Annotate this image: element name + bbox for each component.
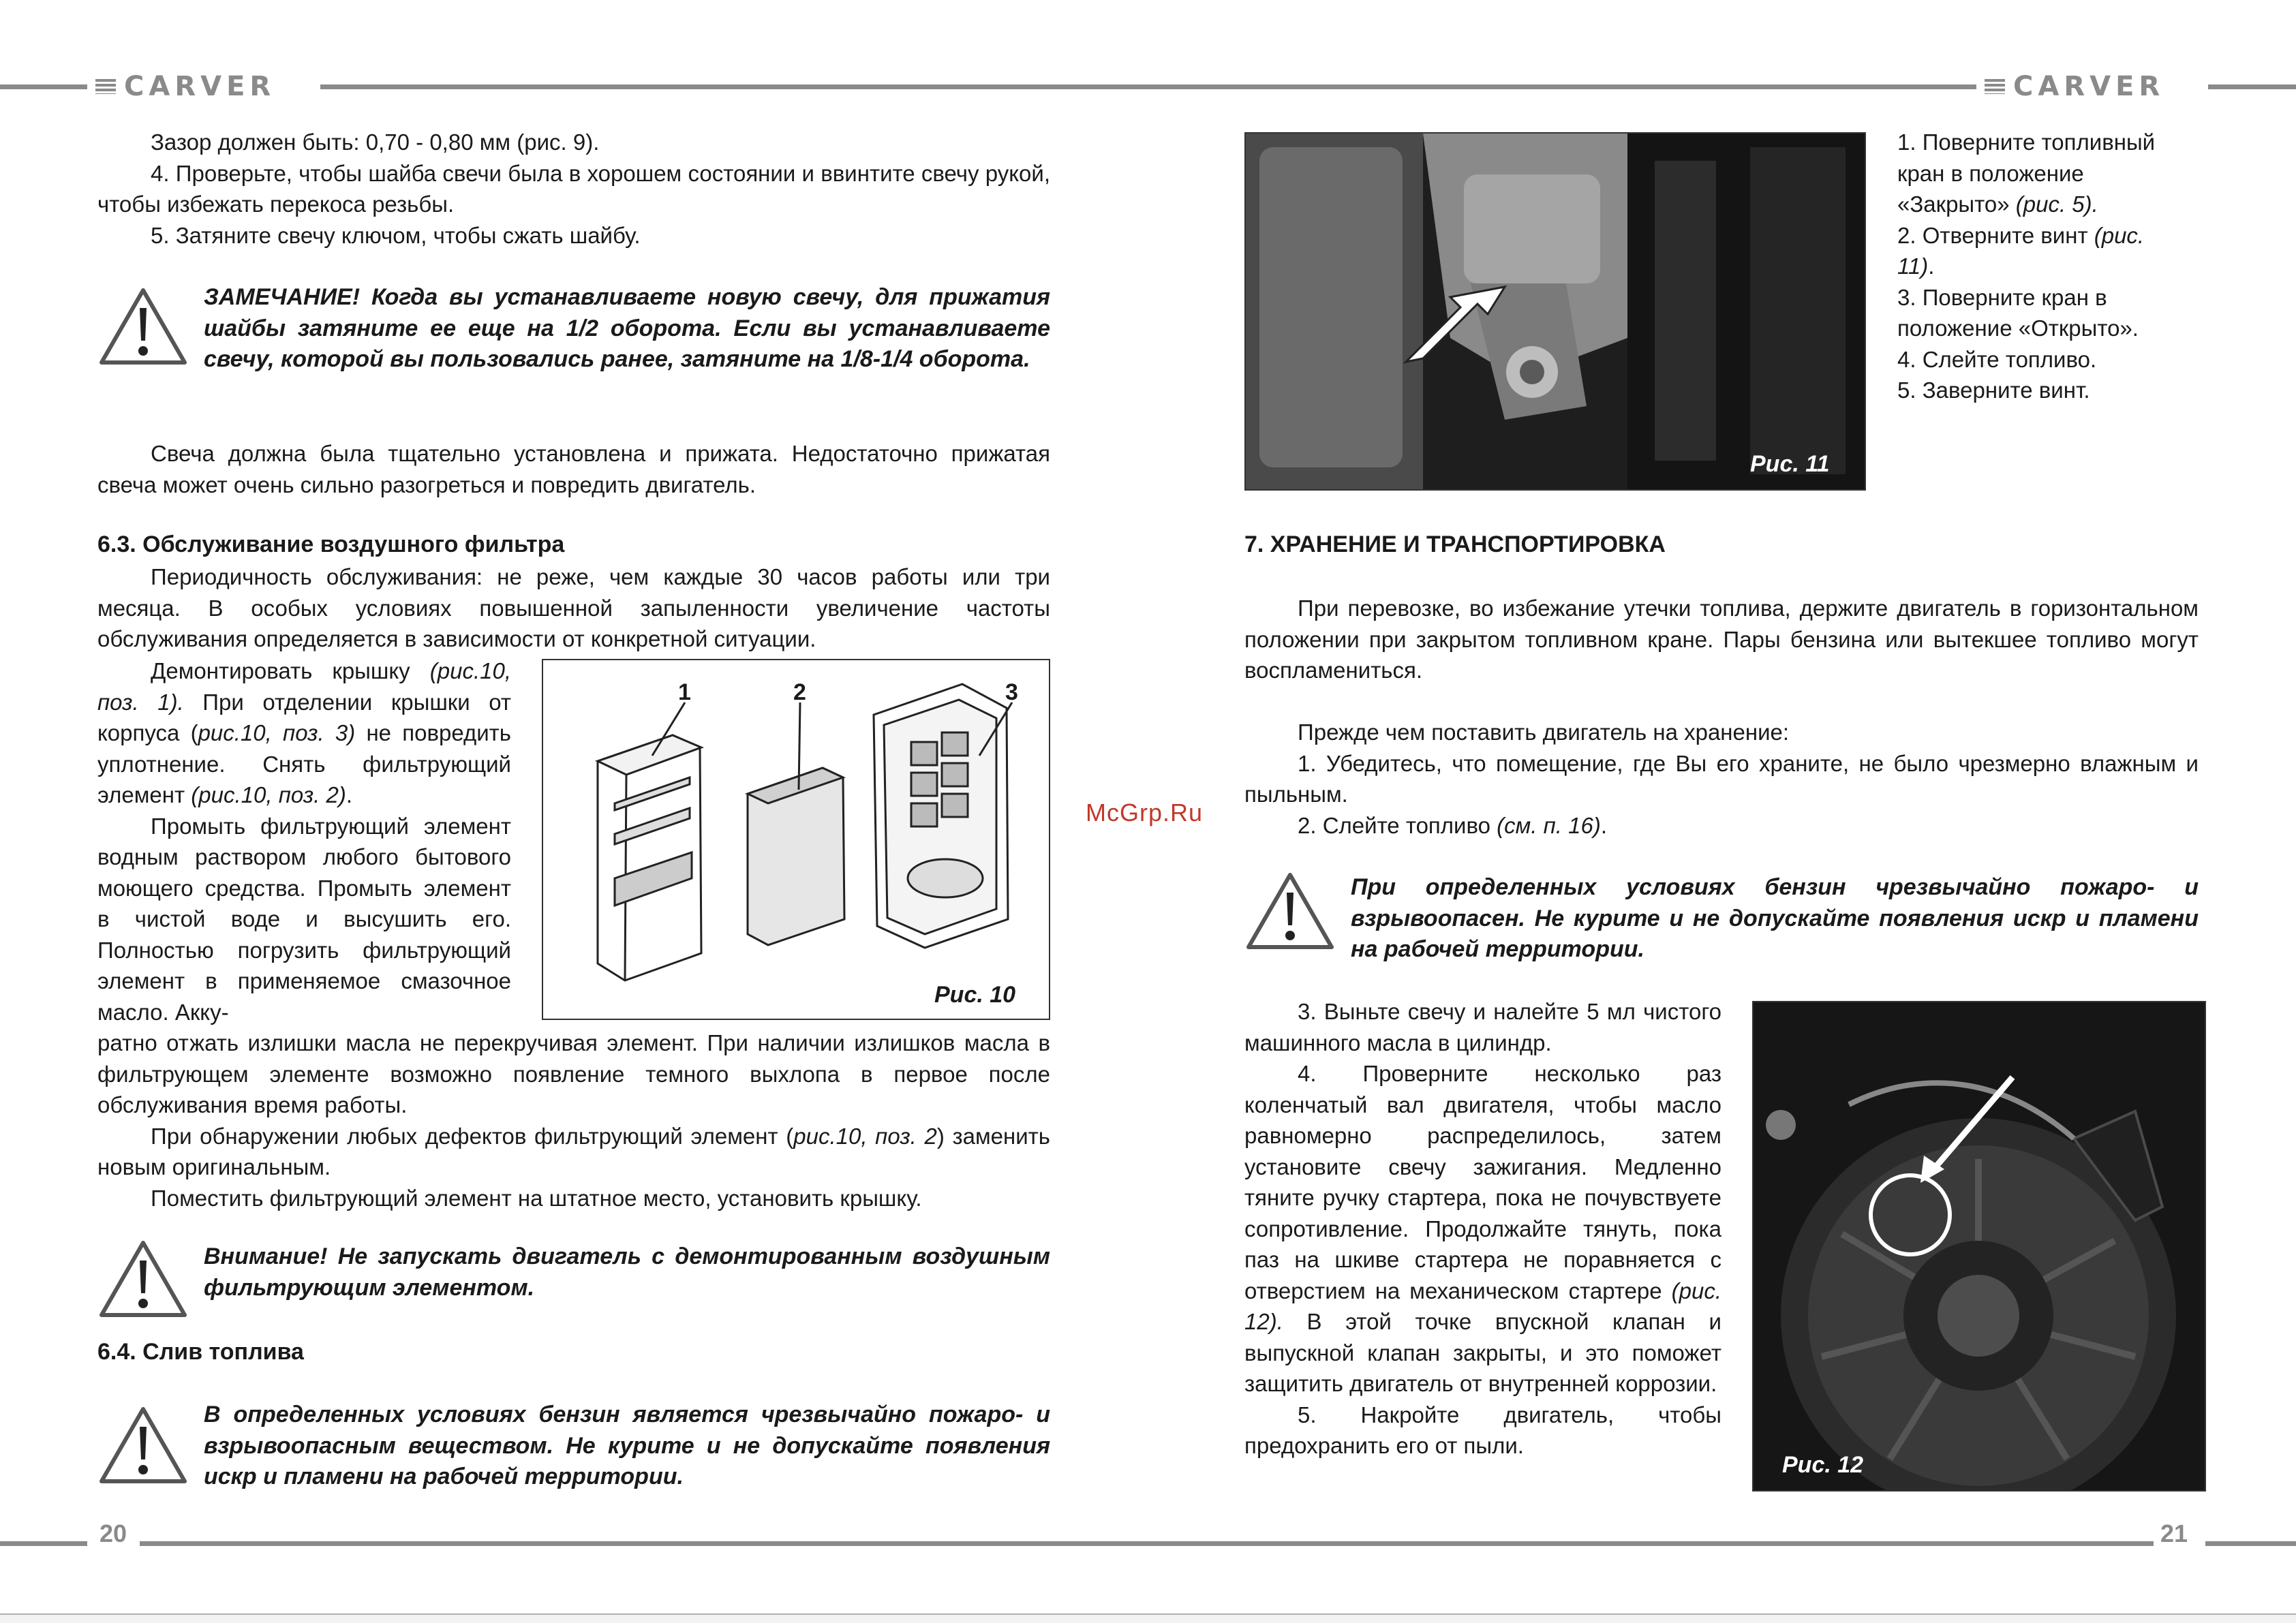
- text: 1. Поверните топливный кран в положение «Закрыто»: [1897, 129, 2156, 217]
- drain-step-4: 4. Слейте топливо.: [1897, 346, 2097, 372]
- fig10-label-3: 3: [1005, 679, 1018, 705]
- brand-text: CARVER: [2013, 71, 2165, 102]
- warning-triangle-icon: [97, 1239, 189, 1319]
- storage-block: [1244, 593, 2199, 841]
- fig-ref: рис.10, поз. 2: [793, 1123, 937, 1149]
- text: 2. Слейте топливо: [1298, 812, 1497, 838]
- drain-step-1: [1897, 127, 2156, 220]
- spark-plug-note: Свеча должна была тщательно установлена и прижата. Недостаточно прижатая свеча может очень сильно разогреться и повредить двигатель.: [97, 441, 1050, 497]
- page-bottom-edge: [0, 1613, 2296, 1623]
- fig-ref: (рис.10, поз. 2): [191, 782, 346, 807]
- drain-step-5: 5. Заверните винт.: [1897, 377, 2090, 403]
- brand-logo-right: [1985, 71, 2164, 102]
- wash-element-paragraph: Промыть фильтрующий элемент водным раствором любого бытового моющего средства. Промыть элемент в чистой воде и высушить его. Полностью погрузить фильтрующий элемент в применяемое смазочное масло. Акку-: [97, 813, 511, 1025]
- figure-12: [1752, 1001, 2206, 1491]
- page-number-right: 21: [2160, 1519, 2188, 1547]
- header-rule-center: [320, 84, 1976, 89]
- fig-ref: рис.10, поз. 3): [198, 720, 356, 745]
- recoil-starter-photo: [1754, 1002, 2205, 1490]
- storage-intro: Прежде чем поставить двигатель на хранение:: [1298, 720, 1790, 745]
- section-6-3-title: 6.3. Обслуживание воздушного фильтра: [97, 531, 565, 557]
- install-element-paragraph: Поместить фильтрующий элемент на штатное место, установить крышку.: [151, 1185, 922, 1211]
- footer-rule-left: [0, 1541, 87, 1546]
- fig10-caption: Рис. 10: [934, 982, 1016, 1008]
- figure-10: [542, 659, 1050, 1020]
- text: .: [1928, 253, 1935, 279]
- text: .: [346, 782, 353, 807]
- header-rule-left: [0, 84, 87, 89]
- text: .: [1600, 812, 1607, 838]
- remove-cover-paragraph: [97, 655, 511, 811]
- storage-step-2: [1244, 810, 2199, 841]
- washer-check-paragraph: 4. Проверьте, чтобы шайба свечи была в хорошем состоянии и ввинтите свечу рукой, чтобы избежать перекоса резьбы.: [97, 160, 1050, 217]
- tighten-paragraph: 5. Затяните свечу ключом, чтобы сжать шайбу.: [151, 222, 641, 248]
- header-rule-right: [2208, 84, 2296, 89]
- warning-triangle-icon: [97, 1405, 189, 1485]
- text: При отделении крышки от корпуса (: [97, 689, 511, 745]
- warning-spark-plug-text: ЗАМЕЧАНИЕ! Когда вы устанавливаете новую свечу, для прижатия шайбы затяните ее еще на 1/2 оборота. Если вы устанавливаете свечу, которой вы пользовались ранее, затяните на 1/8-1/4 оборота.: [204, 284, 1050, 372]
- fig-ref: (рис. 11): [1897, 222, 2145, 279]
- warning-triangle-icon: [1244, 871, 1336, 951]
- watermark: McGrp.Ru: [1086, 799, 1204, 826]
- footer-rule-right: [2205, 1541, 2296, 1546]
- warning-fuel-drain: [97, 1400, 1050, 1493]
- section-7-title: 7. ХРАНЕНИЕ И ТРАНСПОРТИРОВКА: [1244, 531, 1666, 557]
- interval-paragraph: Периодичность обслуживания: не реже, чем каждые 30 часов работы или три месяца. В особых условиях повышенной запыленности увеличение частоты обслуживания определяется в зависимости от конкретной ситуации.: [97, 564, 1050, 651]
- fig-ref: (рис. 12).: [1244, 1278, 1721, 1334]
- storage-step-1: 1. Убедитесь, что помещение, где Вы его храните, не было чрезмерно влажным и пыльным.: [1244, 750, 2199, 807]
- fuel-drain-steps: [1897, 127, 2156, 406]
- defect-paragraph: [97, 1121, 1050, 1183]
- storage-step-4: [1244, 1058, 1721, 1400]
- text: При обнаружении любых дефектов фильтрующий элемент (: [151, 1123, 794, 1149]
- warning-fuel-drain-text: В определенных условиях бензин является чрезвычайно пожаро- и взрывоопасным веществом. Не курите и не допускайте появления искр и пламени на рабочей территории.: [204, 1402, 1050, 1489]
- text: Демонтировать крышку: [151, 658, 430, 683]
- fig-ref: (рис. 5).: [2015, 191, 2098, 217]
- fig10-label-2: 2: [793, 679, 806, 705]
- text: 2. Отверните винт: [1897, 222, 2094, 248]
- footer-rule-center: [140, 1541, 2154, 1546]
- fig12-caption: Рис. 12: [1782, 1452, 1864, 1478]
- warning-triangle-icon: [97, 286, 189, 367]
- fig10-label-1: 1: [678, 679, 691, 705]
- text: В этой точке впускной клапан и выпускной клапан закрыты, и это поможет защитить двигатель от внутренней коррозии.: [1244, 1309, 1721, 1396]
- drain-step-3: 3. Поверните кран в положение «Открыто».: [1897, 284, 2139, 341]
- left-spark-plug-note: [97, 438, 1050, 500]
- wring-oil-paragraph: ратно отжать излишки масла не перекручивая элемент. При наличии излишков масла в фильтрующем элементе возможно появление темного выхлопа в первое после обслуживания время работы.: [97, 1030, 1050, 1117]
- text: 4. Проверните несколько раз коленчатый вал двигателя, чтобы масло равномерно распределилось, затем установите свечу зажигания. Медленно тяните ручку стартера, пока не почувствуете сопротивление. Продолжайте тянуть, пока паз на шкиве стартера не поравняется с отверстием на механическом стартере: [1244, 1061, 1721, 1303]
- warning-storage: [1244, 872, 2199, 965]
- section-6-4-title: 6.4. Слив топлива: [97, 1339, 304, 1365]
- left-interval-block: [97, 561, 1050, 655]
- figure-11: [1244, 132, 1866, 491]
- carburetor-photo: [1246, 134, 1865, 489]
- air-filter-diagram: [543, 660, 1049, 1019]
- left-wrap-block: [97, 655, 511, 1027]
- brand-text: CARVER: [124, 71, 276, 102]
- logo-bars-icon: [1985, 79, 2005, 94]
- drain-step-2: [1897, 220, 2156, 282]
- gap-paragraph: Зазор должен быть: 0,70 - 0,80 мм (рис. 9).: [151, 129, 600, 155]
- text: ) заменить новым оригинальным.: [97, 1123, 1050, 1179]
- storage-step-5: 5. Накройте двигатель, чтобы предохранить его от пыли.: [1244, 1402, 1721, 1458]
- fig-ref: (рис.10, поз. 1).: [97, 658, 511, 715]
- warning-air-filter-text: Внимание! Не запускать двигатель с демонтированным воздушным фильтрующим элементом.: [204, 1243, 1050, 1301]
- warning-spark-plug: [97, 282, 1050, 375]
- left-after-figure-block: [97, 1027, 1050, 1214]
- text: не повредить уплотнение. Снять фильтрующий элемент: [97, 720, 511, 807]
- storage-steps-wrap: [1244, 996, 1721, 1462]
- fig-ref: (см. п. 16): [1497, 812, 1601, 838]
- storage-step-3: 3. Выньте свечу и налейте 5 мл чистого машинного масла в цилиндр.: [1244, 999, 1721, 1055]
- brand-logo-left: [95, 71, 275, 102]
- transport-paragraph: При перевозке, во избежание утечки топлива, держите двигатель в горизонтальном положении при закрытом топливном кране. Пары бензина или вытекшее топливо могут воспламениться.: [1244, 596, 2199, 683]
- warning-storage-text: При определенных условиях бензин чрезвычайно пожаро- и взрывоопасен. Не курите и не допускайте появления искр и пламени на рабочей территории.: [1351, 874, 2199, 962]
- warning-air-filter: [97, 1241, 1050, 1319]
- left-intro-block: [97, 127, 1050, 251]
- page-number-left: 20: [100, 1519, 127, 1547]
- logo-bars-icon: [95, 79, 116, 94]
- fig11-caption: Рис. 11: [1750, 451, 1830, 477]
